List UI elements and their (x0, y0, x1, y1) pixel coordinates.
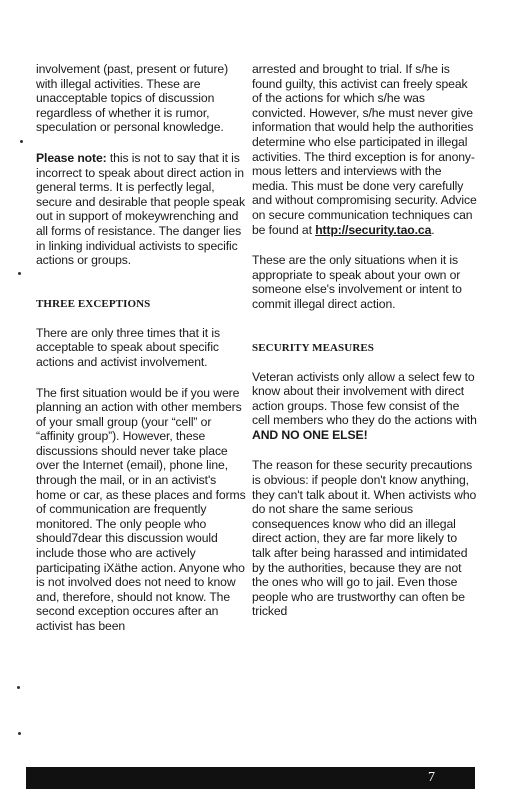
right-paragraph-1 (252, 62, 478, 237)
left-paragraph-3: There are only three times that it is acceptable to speak about specific actions and activist involvement. (36, 325, 220, 369)
page-number: 7 (428, 770, 435, 785)
scan-speck (20, 140, 23, 143)
left-paragraph-1: involvement (past, present or future) with illegal activities. These are unacceptable topics of discussion regardless of whether it is rumor, speculation or personal knowledge. (36, 62, 229, 135)
heading-security-measures: SECURITY MEASURES (252, 341, 375, 354)
scan-speck (18, 732, 21, 735)
left-column (36, 62, 246, 634)
heading-three-exceptions: THREE EXCEPTIONS (36, 297, 151, 310)
no-one-else-emphasis: AND NO ONE ELSE! (252, 427, 368, 442)
right-paragraph-2: These are the only situations when it is appropriate to speak about your own or someone else's involvement or intent to commit illegal direct action. (252, 253, 462, 311)
left-paragraph-2 (36, 151, 246, 268)
right-paragraph-4: The reason for these security precautions is obvious: if people don't know anything, they can't talk about it. When activists who do not share the same serious consequences know who did an illegal direct action, they are far more likely to talk after being harassed and intimidated by the authorities, because they are not the ones who will go to jail. Even those people who are trustworthy can often be tricked (252, 458, 477, 619)
left-paragraph-2-body: this is not to say that it is incorrect to speak about direct action in general terms. It is perfectly legal, secure and desirable that people speak out in support of mokeywrenching and all forms of resistance. The danger lies in linking individual activists to specific actions or groups. (36, 150, 245, 268)
right-paragraph-1-body: arrested and brought to trial. If s/he is found guilty, this activist can freely speak of the actions for which s/he was convicted. However, s/he must never give information that would help the authorities determine who else participated in illegal activities. The third exception is for anony-mous letters and interviews with the media. This must be done very carefully and without compromising security. Advice on secure communication techniques can be found at (252, 62, 477, 237)
security-link[interactable]: http://security.tao.ca (315, 222, 432, 237)
right-paragraph-1-end: . (431, 222, 435, 237)
right-column (252, 62, 478, 619)
right-paragraph-3-body: Veteran activists only allow a select few to know about their involvement with direct action groups. Those few consist of the cell members who they do the actions with (252, 369, 477, 428)
please-note-label: Please note: (36, 150, 107, 165)
scan-speck (17, 686, 20, 689)
right-paragraph-3 (252, 370, 478, 443)
scan-speck (18, 272, 21, 275)
left-paragraph-4: The first situation would be if you were planning an action with other members of your small group (your “cell” or “affinity group”). However, these discussions should never take place over the Internet (email), phone line, through the mail, or in an activist's home or car, as these places and forms of communication are frequently monitored. The only people who should7dear this discussion would include those who are actively participating iXäthe action. Anyone who is not involved does not need to know and, therefore, should not know. The second exception occures after an activist has been (36, 385, 246, 633)
footer-bar (26, 767, 475, 789)
